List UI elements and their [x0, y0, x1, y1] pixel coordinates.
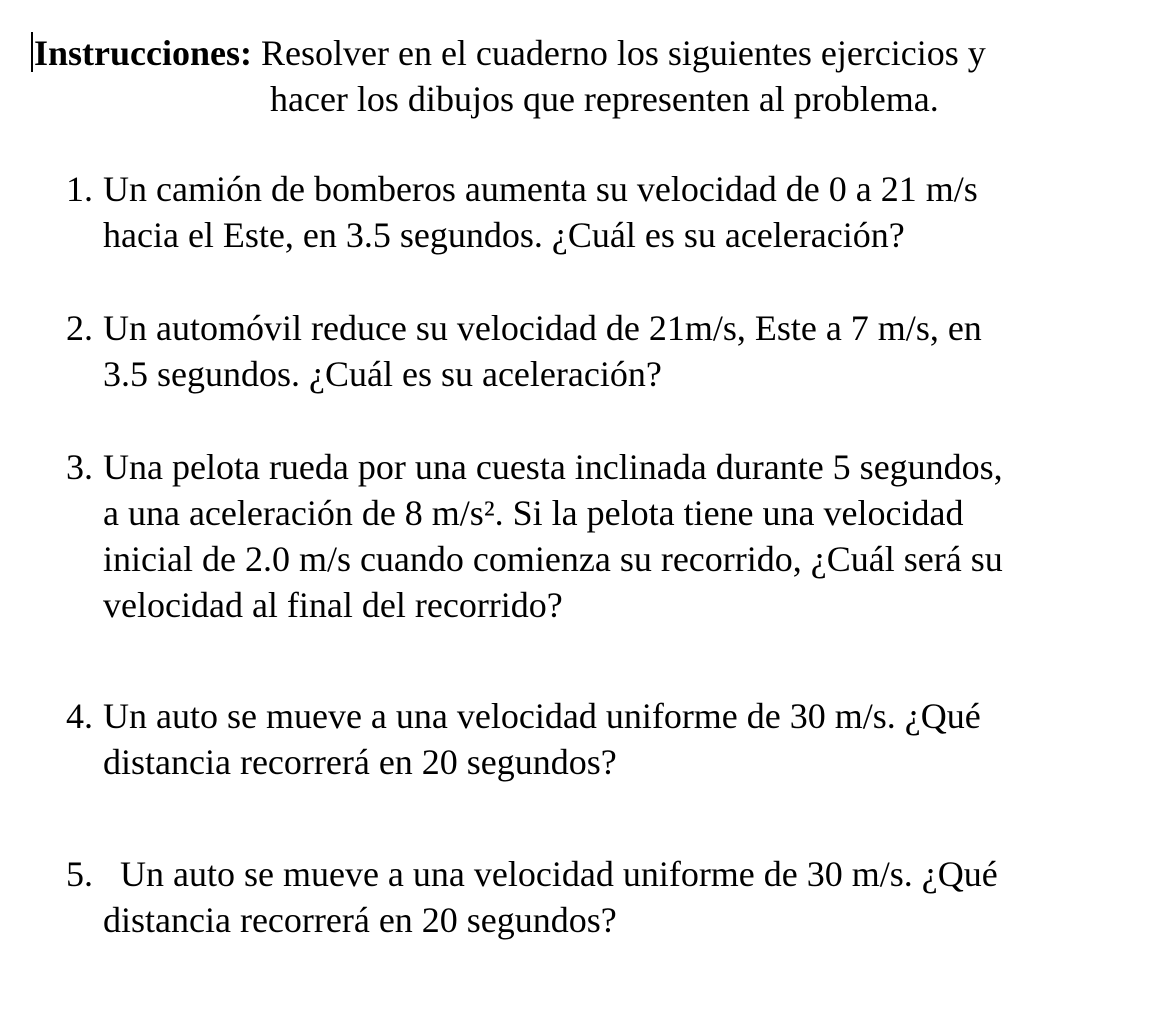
exercise-line: distancia recorrerá en 20 segundos? [103, 900, 617, 940]
instructions-block [34, 30, 1134, 122]
exercise-line: distancia recorrerá en 20 segundos? [103, 742, 617, 782]
exercise-line: Un auto se mueve a una velocidad uniforme de 30 m/s. ¿Qué [103, 696, 981, 736]
instructions-label: Instrucciones: [34, 33, 252, 73]
exercise-first-line [66, 851, 1126, 897]
instructions-line-1 [34, 30, 1134, 76]
exercise-2 [66, 305, 1126, 397]
instructions-text-1: Resolver en el cuaderno los siguientes ejercicios y [252, 33, 986, 73]
instructions-text-2: hacer los dibujos que representen al problema. [270, 79, 939, 119]
exercise-number: 3. [66, 447, 93, 487]
exercise-line: a una aceleración de 8 m/s². Si la pelota tiene una velocidad [103, 493, 964, 533]
exercise-line: Un automóvil reduce su velocidad de 21m/s, Este a 7 m/s, en [103, 308, 982, 348]
exercise-line: velocidad al final del recorrido? [103, 585, 563, 625]
exercise-1 [66, 166, 1126, 258]
exercise-line: Una pelota rueda por una cuesta inclinada durante 5 segundos, [103, 447, 1003, 487]
exercise-line: Un auto se mueve a una velocidad uniforme de 30 m/s. ¿Qué [120, 854, 998, 894]
exercise-number: 2. [66, 308, 93, 348]
exercise-line: inicial de 2.0 m/s cuando comienza su recorrido, ¿Cuál será su [103, 539, 1003, 579]
exercise-line: 3.5 segundos. ¿Cuál es su aceleración? [103, 354, 662, 394]
exercise-line: hacia el Este, en 3.5 segundos. ¿Cuál es su aceleración? [103, 215, 905, 255]
exercise-3 [66, 444, 1126, 628]
exercise-number: 4. [66, 696, 93, 736]
exercise-line: Un camión de bomberos aumenta su velocidad de 0 a 21 m/s [103, 169, 978, 209]
text-cursor [31, 32, 33, 72]
exercise-5 [66, 851, 1126, 943]
exercise-number: 5. [66, 854, 93, 894]
exercise-number: 1. [66, 169, 93, 209]
exercise-4 [66, 693, 1126, 785]
